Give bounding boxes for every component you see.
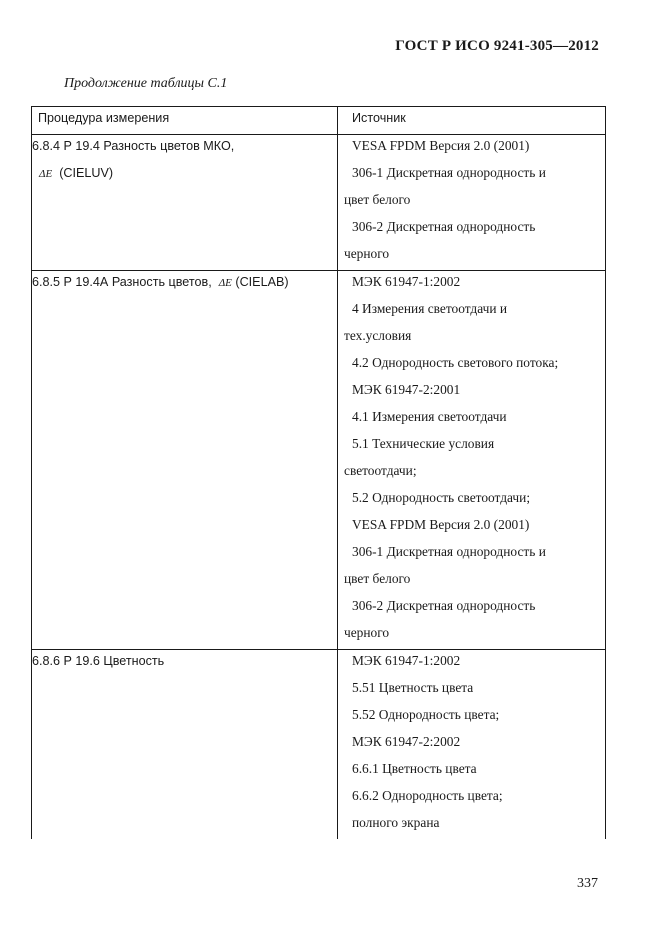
source-line: МЭК 61947-2:2001 [352, 382, 461, 397]
source-cell [338, 135, 606, 271]
source-line: МЭК 61947-1:2002 [352, 274, 461, 289]
source-line: 306-2 Дискретная однородность [352, 219, 536, 234]
procedure-text [32, 271, 337, 298]
source-cell [338, 650, 606, 840]
table-caption: Продолжение таблицы С.1 [64, 76, 228, 91]
table-row [32, 650, 606, 840]
table-header-row [32, 107, 606, 135]
source-line: цвет белого [344, 571, 411, 586]
source-line: VESA FPDM Версия 2.0 (2001) [352, 138, 530, 153]
delta-e-symbol: ΔE [39, 168, 53, 180]
source-line: 5.2 Однородность светоотдачи; [352, 490, 531, 505]
source-line: 5.1 Технические условия [352, 436, 495, 451]
procedure-text: 6.8.6 Р 19.6 Цветность [32, 654, 165, 668]
source-line: черного [344, 625, 390, 640]
procedure-text: 6.8.4 Р 19.4 Разность цветов МКО, [32, 139, 235, 153]
measurement-table [31, 106, 606, 839]
source-line: 4 Измерения светоотдачи и [352, 301, 508, 316]
source-line: 306-2 Дискретная однородность [352, 598, 536, 613]
column-header-source: Источник [338, 107, 606, 135]
table-row [32, 135, 606, 271]
delta-e-symbol: ΔE [218, 277, 232, 289]
source-line: цвет белого [344, 192, 411, 207]
source-line: VESA FPDM Версия 2.0 (2001) [352, 517, 530, 532]
procedure-text-suffix: (CIELAB) [235, 275, 289, 289]
source-line: 5.51 Цветность цвета [352, 680, 474, 695]
source-line: МЭК 61947-2:2002 [352, 734, 461, 749]
source-line: 4.2 Однородность светового потока; [352, 355, 559, 370]
source-cell [338, 271, 606, 650]
source-line: 306-1 Дискретная однородность и [352, 544, 546, 559]
source-line: светоотдачи; [344, 463, 417, 478]
source-line: МЭК 61947-1:2002 [352, 653, 461, 668]
source-line: 5.52 Однородность цвета; [352, 707, 500, 722]
procedure-cell [32, 650, 338, 840]
column-header-procedure: Процедура измерения [32, 107, 338, 135]
source-line: 6.6.2 Однородность цвета; [352, 788, 503, 803]
source-line: черного [344, 246, 390, 261]
procedure-text-suffix: (CIELUV) [59, 166, 114, 180]
source-line: полного экрана [352, 815, 440, 830]
procedure-cell [32, 135, 338, 271]
source-line: тех.условия [344, 328, 412, 343]
procedure-text-cont [32, 162, 337, 189]
document-standard-header: ГОСТ Р ИСО 9241-305—2012 [395, 38, 599, 54]
source-line: 4.1 Измерения светоотдачи [352, 409, 507, 424]
table-row [32, 271, 606, 650]
source-line: 306-1 Дискретная однородность и [352, 165, 546, 180]
procedure-cell [32, 271, 338, 650]
page-number: 337 [577, 876, 598, 891]
procedure-text-prefix: 6.8.5 Р 19.4А Разность цветов, [32, 275, 212, 289]
source-line: 6.6.1 Цветность цвета [352, 761, 477, 776]
